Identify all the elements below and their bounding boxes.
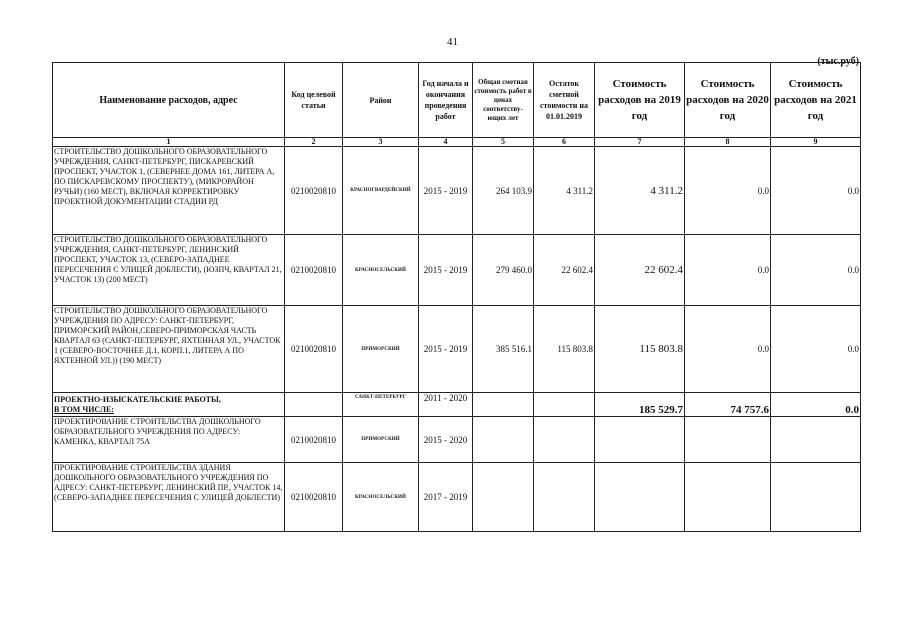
column-number-row (53, 138, 861, 147)
header-row (53, 63, 861, 138)
column-number: 8 (685, 138, 771, 147)
row-name: ПРОЕКТИРОВАНИЕ СТРОИТЕЛЬСТВА ЗДАНИЯ ДОШКОЛЬНОГО ОБРАЗОВАТЕЛЬНОГО УЧРЕЖДЕНИЯ ПО АДРЕСУ: САНКТ-ПЕТЕРБУРГ, ЛЕНИНСКИЙ ПР., УЧАСТОК 14, (СЕВЕРО-ЗАПАДНЕЕ ПЕРЕСЕЧЕНИЯ С УЛИЦЕЙ ДОБЛЕСТИ) (53, 463, 285, 532)
row-district: ПРИМОРСКИЙ (343, 306, 419, 393)
column-number: 6 (534, 138, 595, 147)
row-total-cost (473, 417, 534, 463)
row-remainder: 115 803.8 (534, 306, 595, 393)
page-number: 41 (447, 36, 458, 48)
column-number: 5 (473, 138, 534, 147)
column-number: 7 (595, 138, 685, 147)
row-remainder (534, 393, 595, 417)
row-total-cost: 279 460.0 (473, 235, 534, 306)
header-name: Наименование расходов, адрес (53, 63, 285, 138)
row-name: СТРОИТЕЛЬСТВО ДОШКОЛЬНОГО ОБРАЗОВАТЕЛЬНОГО УЧРЕЖДЕНИЯ ПО АДРЕСУ: САНКТ-ПЕТЕРБУРГ, ПРИМОРСКИЙ РАЙОН,СЕВЕРО-ПРИМОРСКАЯ ЧАСТЬ КВАРТАЛ 63 (САНКТ-ПЕТЕРБУРГ, ЯХТЕННАЯ УЛ., УЧАСТОК 1 (СЕВЕРО-ВОСТОЧНЕЕ Д.1, КОРП.1, ЛИТЕРА А ПО ЯХТЕННОЙ УЛ.)) (190 МЕСТ) (53, 306, 285, 393)
total-name-line2: В ТОМ ЧИСЛЕ: (54, 404, 114, 414)
row-name (53, 393, 285, 417)
row-cost-2021 (771, 417, 861, 463)
row-cost-2021: 0.0 (771, 235, 861, 306)
row-years: 2015 - 2019 (419, 147, 473, 235)
column-number: 1 (53, 138, 285, 147)
row-years: 2017 - 2019 (419, 463, 473, 532)
row-cost-2019 (595, 463, 685, 532)
row-code: 0210020810 (285, 235, 343, 306)
row-code: 0210020810 (285, 306, 343, 393)
row-cost-2021: 0.0 (771, 393, 861, 417)
row-total-cost: 264 103.9 (473, 147, 534, 235)
row-code (285, 393, 343, 417)
row-district: КРАСНОСЕЛЬСКИЙ (343, 463, 419, 532)
table-row (53, 235, 861, 306)
header-years: Год начала и окончания проведения работ (419, 63, 473, 138)
row-cost-2019: 185 529.7 (595, 393, 685, 417)
table-row (53, 306, 861, 393)
header-remainder: Остаток сметной стоимости на 01.01.2019 (534, 63, 595, 138)
row-cost-2020: 0.0 (685, 306, 771, 393)
row-remainder: 22 602.4 (534, 235, 595, 306)
header-cost-2020: Стоимость расходов на 2020 год (685, 63, 771, 138)
row-years: 2011 - 2020 (419, 393, 473, 417)
row-code: 0210020810 (285, 417, 343, 463)
row-total-cost (473, 393, 534, 417)
row-cost-2019: 115 803.8 (595, 306, 685, 393)
column-number: 4 (419, 138, 473, 147)
column-number: 2 (285, 138, 343, 147)
row-cost-2020 (685, 417, 771, 463)
table-row-total (53, 393, 861, 417)
header-cost-2021: Стоимость расходов на 2021 год (771, 63, 861, 138)
row-remainder (534, 463, 595, 532)
table-row (53, 147, 861, 235)
row-years: 2015 - 2019 (419, 235, 473, 306)
row-district: КРАСНОГВАРДЕЙСКИЙ (343, 147, 419, 235)
row-district: ПРИМОРСКИЙ (343, 417, 419, 463)
row-cost-2019: 22 602.4 (595, 235, 685, 306)
row-years: 2015 - 2020 (419, 417, 473, 463)
row-years: 2015 - 2019 (419, 306, 473, 393)
column-number: 9 (771, 138, 861, 147)
row-cost-2021: 0.0 (771, 147, 861, 235)
unit-label: (тыс.руб) (817, 56, 859, 67)
row-district: КРАСНОСЕЛЬСКИЙ (343, 235, 419, 306)
row-district: САНКТ-ПЕТЕРБУРГ (343, 393, 419, 417)
row-name: СТРОИТЕЛЬСТВО ДОШКОЛЬНОГО ОБРАЗОВАТЕЛЬНОГО УЧРЕЖДЕНИЯ, САНКТ-ПЕТЕРБУРГ, ПИСКАРЕВСКИЙ ПРОСПЕКТ, УЧАСТОК 1, (СЕВЕРНЕЕ ДОМА 161, ЛИТЕРА А, ПО ПИСКАРЕВСКОМУ ПРОСПЕКТУ), (МИКРОРАЙОН РУЧЬИ) (160 МЕСТ), ВКЛЮЧАЯ КОРРЕКТИРОВКУ ПРОЕКТНОЙ ДОКУМЕНТАЦИИ СТАДИИ РД (53, 147, 285, 235)
row-name: ПРОЕКТИРОВАНИЕ СТРОИТЕЛЬСТВА ДОШКОЛЬНОГО ОБРАЗОВАТЕЛЬНОГО УЧРЕЖДЕНИЯ ПО АДРЕСУ: КАМЕНКА, КВАРТАЛ 75А (53, 417, 285, 463)
header-code: Код целевой статьи (285, 63, 343, 138)
row-cost-2019: 4 311.2 (595, 147, 685, 235)
row-total-cost: 385 516.1 (473, 306, 534, 393)
row-cost-2020: 0.0 (685, 147, 771, 235)
row-cost-2020: 74 757.6 (685, 393, 771, 417)
row-remainder (534, 417, 595, 463)
row-name: СТРОИТЕЛЬСТВО ДОШКОЛЬНОГО ОБРАЗОВАТЕЛЬНОГО УЧРЕЖДЕНИЯ, САНКТ-ПЕТЕРБУРГ, ЛЕНИНСКИЙ ПРОСПЕКТ, УЧАСТОК 13, (СЕВЕРО-ЗАПАДНЕЕ ПЕРЕСЕЧЕНИЯ С УЛИЦЕЙ ДОБЛЕСТИ), (ЮЗПЧ, КВАРТАЛ 21, УЧАСТОК 13) (200 МЕСТ) (53, 235, 285, 306)
header-cost-2019: Стоимость расходов на 2019 год (595, 63, 685, 138)
table-row (53, 417, 861, 463)
row-code: 0210020810 (285, 147, 343, 235)
row-cost-2021 (771, 463, 861, 532)
table-row (53, 463, 861, 532)
column-number: 3 (343, 138, 419, 147)
row-cost-2019 (595, 417, 685, 463)
row-remainder: 4 311.2 (534, 147, 595, 235)
budget-table (52, 62, 861, 532)
row-cost-2021: 0.0 (771, 306, 861, 393)
total-name-line1: ПРОЕКТНО-ИЗЫСКАТЕЛЬСКИЕ РАБОТЫ, (54, 394, 221, 404)
header-district: Район (343, 63, 419, 138)
row-cost-2020 (685, 463, 771, 532)
row-code: 0210020810 (285, 463, 343, 532)
row-cost-2020: 0.0 (685, 235, 771, 306)
header-total-cost: Общая сметная стоимость работ в ценах соответству-ющих лет (473, 63, 534, 138)
row-total-cost (473, 463, 534, 532)
